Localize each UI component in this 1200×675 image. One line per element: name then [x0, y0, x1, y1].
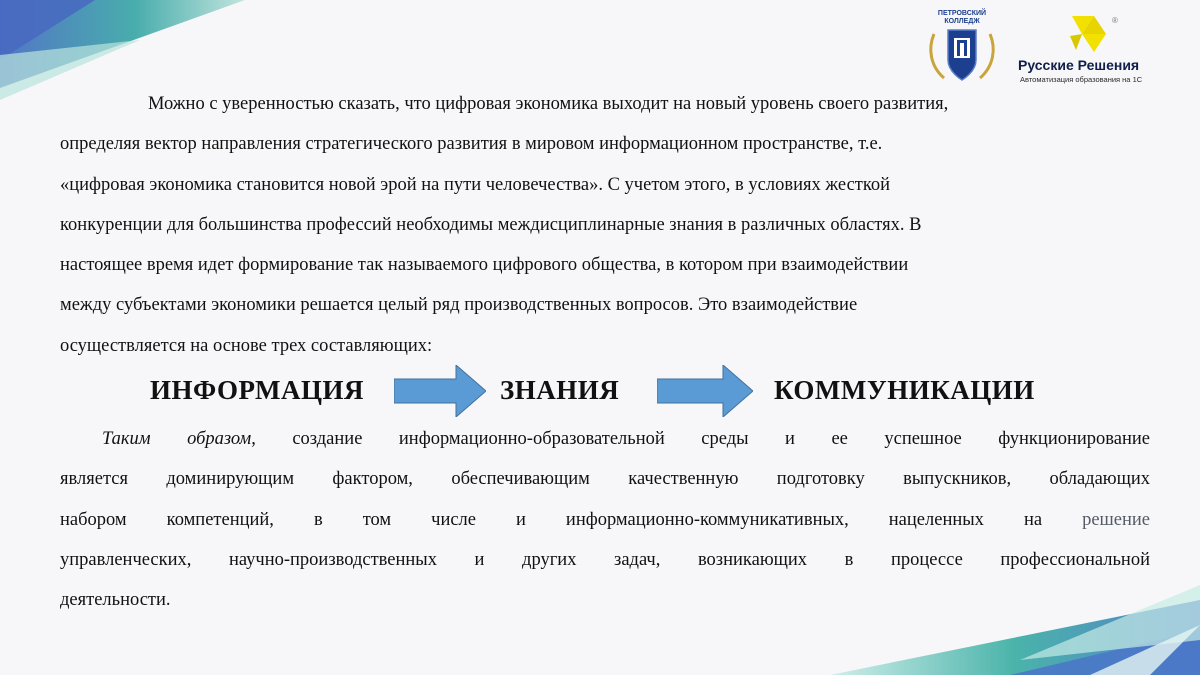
intro-line: «цифровая экономика становится новой эрой на пути человечества». С учетом этого, в условиях жесткой [60, 174, 891, 195]
conclusion-emphasis: Таким образом [102, 429, 252, 449]
conclusion-muted-word: решение [1082, 509, 1151, 530]
flow-diagram [0, 365, 1200, 419]
hexagon-logo-icon [1062, 12, 1122, 54]
flow-item-information: ИНФОРМАЦИЯ [150, 375, 364, 405]
intro-line: Можно с уверенностью сказать, что цифровая экономика выходит на новый уровень своего развития, [148, 94, 949, 114]
conclusion-line: деятельности. [60, 590, 171, 611]
intro-line: между субъектами экономики решается целый ряд производственных вопросов. Это взаимодействие [60, 295, 858, 316]
conclusion-line [60, 500, 1150, 540]
conclusion-line-text: набором компетенций, в том числе и информационно-коммуникативных, нацеленных на [60, 509, 1043, 530]
intro-line: осуществляется на основе трех составляющих: [60, 335, 433, 356]
russkie-resheniya-subtitle: Автоматизация образования на 1С [1020, 75, 1143, 84]
intro-line: определяя вектор направления стратегического развития в мировом информационном пространстве, т.е. [60, 134, 883, 155]
intro-paragraph [60, 84, 1150, 366]
registered-mark: ® [1112, 16, 1118, 25]
college-shield-icon [926, 26, 998, 88]
russkie-resheniya-name: Русские Решения [1018, 57, 1140, 73]
flow-item-communications: КОММУНИКАЦИИ [774, 375, 1035, 405]
flow-item-knowledge: ЗНАНИЯ [500, 375, 620, 405]
conclusion-line: является доминирующим фактором, обеспечивающим качественную подготовку выпускников, обладающих [60, 469, 1150, 490]
russkie-resheniya-logo [1012, 12, 1162, 82]
conclusion-line [60, 419, 1150, 459]
petrovsky-college-logo [922, 10, 1002, 88]
conclusion-paragraph [60, 419, 1150, 620]
conclusion-line: управленческих, научно-производственных и других задач, возникающих в процессе профессиональной [60, 549, 1150, 570]
right-arrow-icon [394, 365, 486, 417]
intro-line: настоящее время идет формирование так называемого цифрового общества, в котором при взаимодействии [60, 255, 909, 276]
right-arrow-icon [657, 365, 753, 417]
petrovsky-logo-title: ПЕТРОВСКИЙ КОЛЛЕДЖ [937, 10, 987, 25]
conclusion-line-text: , создание информационно-образовательной среды и ее успешное функционирование [251, 429, 1150, 449]
intro-line: конкуренции для большинства профессий необходимы междисциплинарные знания в различных областях. В [60, 214, 922, 235]
